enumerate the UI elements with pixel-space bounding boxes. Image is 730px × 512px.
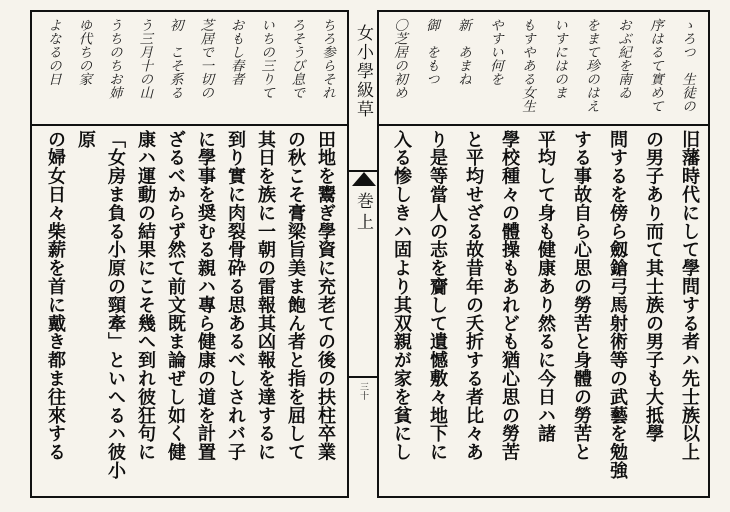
text-column: 其日を族に一朝の雷報其凶報を達するに <box>255 130 276 462</box>
main-text-right <box>386 130 704 490</box>
upper-right-line: 御 をもつ <box>423 18 439 86</box>
text-column: ざるべからず然て前文既ま論ぜし如く健 <box>165 130 186 462</box>
page-frame <box>30 10 710 498</box>
upper-left-line: いちの三りて <box>258 18 275 99</box>
text-column: 到り實に肉裂骨砕る思あるべしされバ子 <box>225 130 246 462</box>
upper-left-register <box>42 18 338 118</box>
upper-left-line: よなるの日 <box>45 18 61 86</box>
upper-right-line: いすにはのま <box>551 18 567 99</box>
page-number: 三十 <box>358 382 368 400</box>
main-text-left <box>40 130 340 490</box>
upper-right-line: おぶ紀を南ゐ <box>615 18 631 99</box>
upper-right-line: 〇芝居の初め <box>391 18 407 99</box>
upper-right-line: 序はるて實めて <box>647 18 663 113</box>
upper-left-line: 芝居で一切の <box>197 18 214 99</box>
upper-left-line: ろそうび息で <box>288 18 305 99</box>
spine-divider <box>349 376 377 378</box>
text-column: の秋こそ膏梁旨美ま飽ん者と指を屈して <box>285 130 306 462</box>
text-column: 「女房ま負る小原の頸牽」といへるハ彼小原 <box>75 130 126 480</box>
text-column: 田地を鬻ぎ學資に充老ての後の扶柱卒業 <box>315 130 336 462</box>
text-column: 平均して身も健康あり然るに今日ハ諸 <box>535 130 556 443</box>
text-column: 學校種々の體操もあれども猶心思の勞苦 <box>499 130 520 462</box>
text-column: と平均せざる故昔年の夭折する者比々あ <box>463 130 484 462</box>
text-column: する事故自ら心思の勞苦と身體の勞苦と <box>571 130 592 462</box>
text-column: の婦女日々柴薪を首に戴き都ま往來する <box>45 130 66 462</box>
upper-left-line: 初 こそ系る <box>166 18 183 99</box>
upper-left-line: う三月十の山 <box>136 18 153 99</box>
upper-left-line: ゆ代ちの家 <box>75 18 92 86</box>
volume-label: 巻上 <box>353 192 373 234</box>
spine-title: 女小學級草 <box>353 24 373 119</box>
text-column: に學事を奨むる親ハ專ら健康の道を計置 <box>195 130 216 462</box>
text-column: の男子あり而て其士族の男子も大抵學 <box>643 130 664 443</box>
book-spine <box>347 10 379 498</box>
upper-right-line: ゝろつ 生徒の <box>679 18 695 113</box>
upper-right-register <box>388 18 698 118</box>
upper-right-line: をまて珍のはえ <box>583 18 599 113</box>
text-column: り是等當人の志を齎して遺憾敷々地下に <box>427 130 448 462</box>
upper-right-line: やすい何を <box>487 18 503 86</box>
fishtail-mark-icon <box>352 172 376 186</box>
text-column: 旧藩時代にして學問する者ハ先士族以上 <box>679 130 700 462</box>
upper-right-line: 新 あまね <box>455 18 471 86</box>
upper-right-line: もすやある女生 <box>519 18 535 113</box>
upper-left-line: おもし春者 <box>227 18 244 86</box>
text-column: 入る惨しきハ固より其双親が家を貧にし <box>391 130 412 462</box>
text-column: 康ハ運動の結果にこそ幾へ到れ彼狂句に <box>135 130 156 462</box>
upper-left-line: ちろ参らそれ <box>318 18 335 99</box>
text-column: 問するを傍ら劔鎗弓馬射術等の武藝を勉強 <box>607 130 628 480</box>
upper-left-line: うちのちお姉 <box>105 18 122 99</box>
